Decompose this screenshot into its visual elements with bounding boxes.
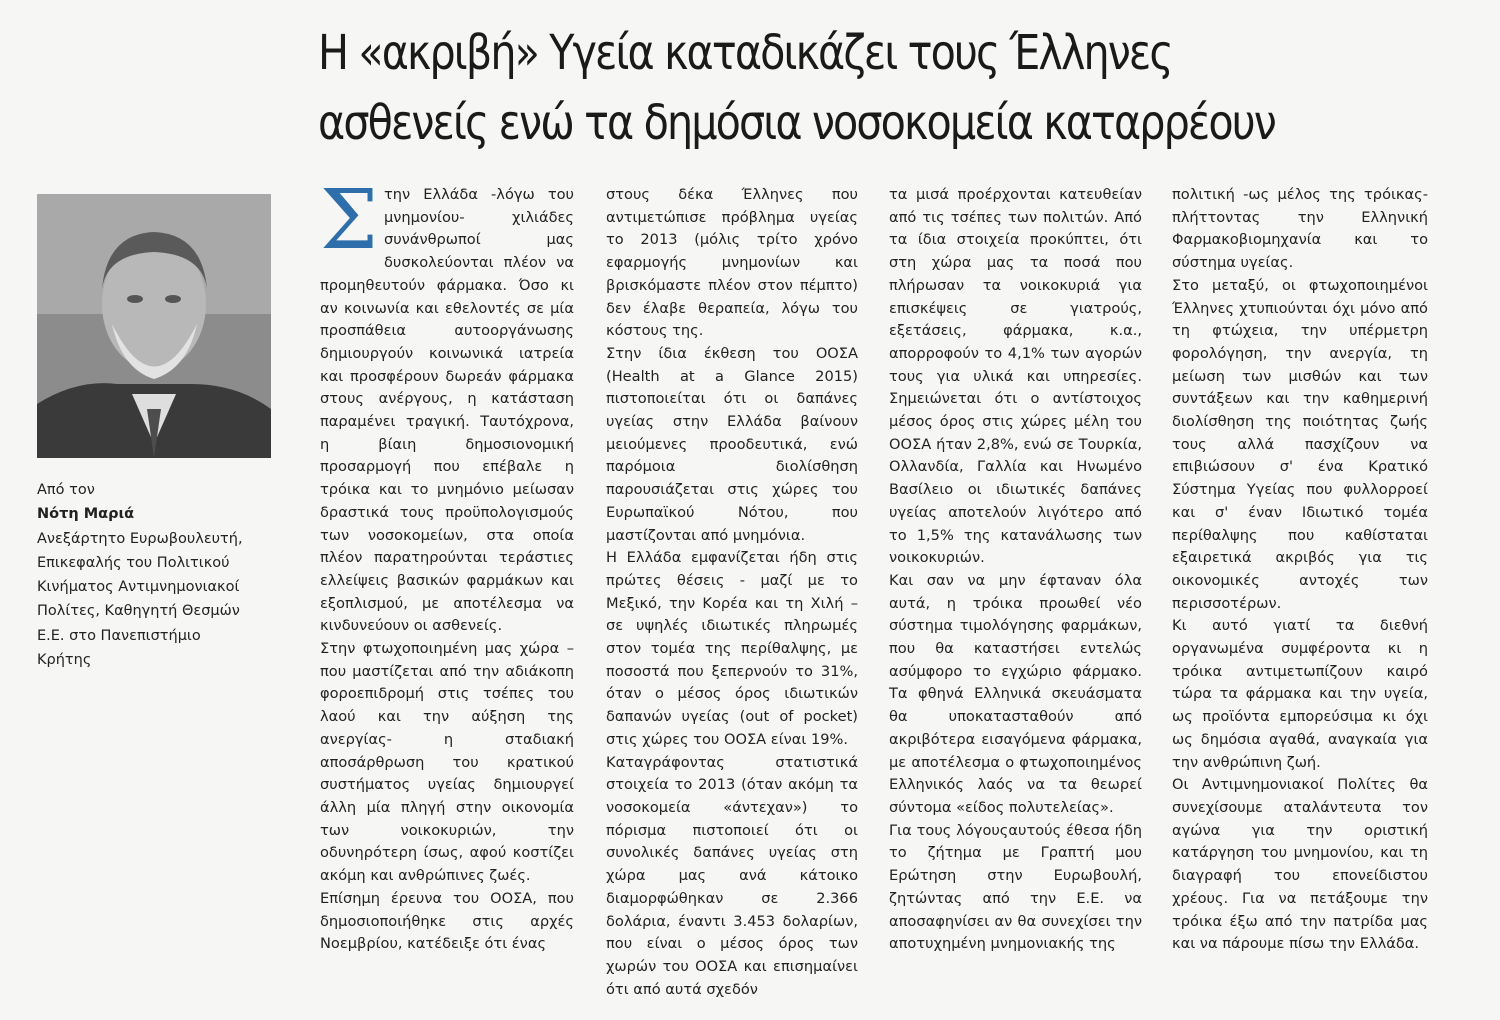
article-column-1 — [320, 173, 574, 956]
paragraph: στους δέκα Έλληνες που αντιμετώπισε πρόβλημα υγείας το 2013 (μόλις τρίτο χρόνο εφαρμογής μνημονίων και βρισκόμαστε πλέον στον πέμπτο) δεν έλαβε θεραπεία, λόγω του κόστους της. — [606, 186, 858, 340]
author-title-line: Κρήτης — [37, 652, 92, 669]
article-column-2 — [606, 184, 858, 1001]
author-name: Νότη Μαριά — [37, 506, 135, 523]
paragraph: την Ελλάδα -λόγω του μνημονίου- χιλιάδες συνάνθρωποί μας δυσκολεύονται πλέον να προμηθευτούν φάρμακα. Όσο κι αν κοινωνία και εθελοντές σε μία προσπάθεια αυτοοργάνωσης δημιουργούν κοινωνικά ιατρεία και προσφέρουν δωρεάν φάρμακα στους ανέργους, η κατάσταση παραμένει τραγική. Ταυτόχρονα, η βίαιη δημοσιονομική προσαρμογή που επέβαλε η τρόικα και το μνημόνιο μείωσαν δραστικά τους προϋπολογισμούς των νοσοκομείων, στα οποία πλέον παρατηρούνται τεράστιες ελλείψεις βασικών φαρμάκων και εξοπλισμού, με αποτέλεσμα να κινδυνεύουν οι ασθενείς. — [320, 186, 574, 635]
paragraph: Στην φτωχοποιημένη μας χώρα –που μαστίζεται από την αδιάκοπη φοροεπιδρομή στις τσέπες του λαού και την αύξηση της ανεργίας- η σταδιακή αποσάρθρωση του κρατικού συστήματος υγείας δημιουργεί άλλη μία πληγή στην οικονομία των νοικοκυριών, την οδυνηρότερη ίσως, αφού κοστίζει ακόμη και ανθρώπινες ζωές. — [320, 640, 574, 885]
paragraph: Στην ίδια έκθεση του ΟΟΣΑ (Health at a Glance 2015) πιστοποιείται ότι οι δαπάνες υγείας στην Ελλάδα βαίνουν μειούμενες προοδευτικά, ενώ παρόμοια διολίσθηση παρουσιάζεται στις χώρες του Ευρωπαϊκού Νότου, που μαστίζονται από μνημόνια. — [606, 344, 858, 544]
author-title-line: Κινήματος Αντιμνημονιακοί — [37, 579, 240, 596]
article-headline — [318, 18, 1324, 158]
byline-prefix: Από τον — [37, 482, 95, 498]
author-title-line: Ανεξάρτητο Ευρωβουλευτή, — [37, 530, 243, 547]
paragraph: Στο μεταξύ, οι φτωχοποιημένοι Έλληνες χτυπιούνται όχι μόνο από τη φτώχεια, την υπέρμετρη φορολόγηση, την ανεργία, τη μείωση των μισθών και των συντάξεων και την καθημερινή διολίσθηση της ποιότητας ζωής τους αλλά πασχίζουν να επιβιώσουν σ' ένα Κρατικό Σύστημα Υγείας που φυλλορροεί και σ' έναν Ιδιωτικό τομέα περίθαλψης που καθίσταται εξαιρετικά ακριβός για τις οικονομικές αντοχές των περισσοτέρων. — [1172, 276, 1428, 612]
article-column-3 — [889, 184, 1142, 956]
paragraph: Η Ελλάδα εμφανίζεται ήδη στις πρώτες θέσεις - μαζί με το Μεξικό, την Κορέα και τη Χιλή – σε υψηλές ιδιωτικές πληρωμές στον τομέα της περίθαλψης, με ποσοστά που ξεπερνούν το 31%, όταν ο μέσος όρος ιδιωτικών δαπανών υγείας (out of pocket) στις χώρες του ΟΟΣΑ είναι 19%. — [606, 549, 858, 748]
headline-line-1: Η «ακριβή» Υγεία καταδικάζει τους Έλληνες — [318, 25, 1172, 81]
paragraph: Για τους λόγουςαυτούς έθεσα ήδη το ζήτημα με Γραπτή μου Ερώτηση στην Ευρωβουλή, ζητώντας από την Ε.Ε. να αποσαφηνίσει αν θα συνεχίσει την αποτυχημένη μνημονιακής της — [889, 821, 1142, 953]
paragraph: Καταγράφοντας στατιστικά στοιχεία το 2013 (όταν ακόμη τα νοσοκομεία «άντεχαν») το πόρισμα πιστοποιεί ότι οι συνολικές δαπάνες υγείας στη χώρα μας ανά κάτοικο διαμορφώθηκαν σε 2.366 δολάρια, έναντι 3.453 δολαρίων, που είναι ο μέσος όρος των χωρών του ΟΟΣΑ και επισημαίνει ότι από αυτά σχεδόν — [606, 753, 858, 998]
paragraph: πολιτική -ως μέλος της τρόικας- πλήττοντας την Ελληνική Φαρμακοβιομηχανία και το σύστημα υγείας. — [1172, 186, 1428, 272]
author-title-line: Ε.Ε. στο Πανεπιστήμιο — [37, 627, 201, 644]
paragraph: Κι αυτό γιατί τα διεθνή οργανωμένα συμφέροντα κι η τρόικα αντιμετωπίζουν καιρό τώρα τα φάρμακα και την υγεία, ως προϊόντα εμπορεύσιμα κι όχι ως δημόσια αγαθά, αναγκαία για την ανθρώπινη ζωή. — [1172, 617, 1428, 771]
drop-cap: Σ — [320, 173, 378, 268]
article-column-4 — [1172, 184, 1428, 956]
author-photo — [37, 194, 271, 458]
paragraph: τα μισά προέρχονται κατευθείαν από τις τσέπες των πολιτών. Από τα ίδια στοιχεία προκύπτει, ότι στη χώρα μας τα ποσά που πλήρωσαν τα νοικοκυριά για επισκέψεις σε γιατρούς, εξετάσεις, φάρμακα, κ.α., απορροφούν το 4,1% των αγορών τους για υλικά και υπηρεσίες. Σημειώνεται ότι ο αντίστοιχος μέσος όρος στις χώρες μέλη του ΟΟΣΑ ήταν 2,8%, ενώ σε Τουρκία, Ολλανδία, Γαλλία και Ηνωμένο Βασίλειο οι ιδιωτικές δαπάνες υγείας αποτελούν λιγότερο από το 1,5% της κατανάλωσης των νοικοκυριών. — [889, 186, 1142, 567]
author-title-line: Επικεφαλής του Πολιτικού — [37, 554, 230, 571]
author-title-line: Πολίτες, Καθηγητή Θεσμών — [37, 603, 240, 620]
paragraph: Και σαν να μην έφταναν όλα αυτά, η τρόικα προωθεί νέο σύστημα τιμολόγησης φαρμάκων, που θα καταστήσει εντελώς ασύμφορο το εγχώριο φάρμακο. Τα φθηνά Ελληνικά σκευάσματα θα υποκατασταθούν από ακριβότερα εισαγόμενα φάρμακα, με αποτέλεσμα ο φτωχοποιημένος Ελληνικός λαός να τα θεωρεί σύντομα «είδος πολυτελείας». — [889, 571, 1142, 816]
paragraph: Οι Αντιμνημονιακοί Πολίτες θα συνεχίσουμε αταλάντευτα τον αγώνα για την οριστική κατάργηση του μνημονίου, και τη διαγραφή του επονείδιστου χρέους. Για να πετάξουμε την τρόικα έξω από την πατρίδα μας και να πάρουμε πίσω την Ελλάδα. — [1172, 776, 1428, 953]
paragraph: Επίσημη έρευνα του ΟΟΣΑ, που δημοσιοποιήθηκε στις αρχές Νοεμβρίου, κατέδειξε ότι ένας — [320, 889, 574, 953]
author-byline — [37, 478, 277, 672]
headline-line-2: ασθενείς ενώ τα δημόσια νοσοκομεία καταρρέουν — [318, 95, 1275, 151]
